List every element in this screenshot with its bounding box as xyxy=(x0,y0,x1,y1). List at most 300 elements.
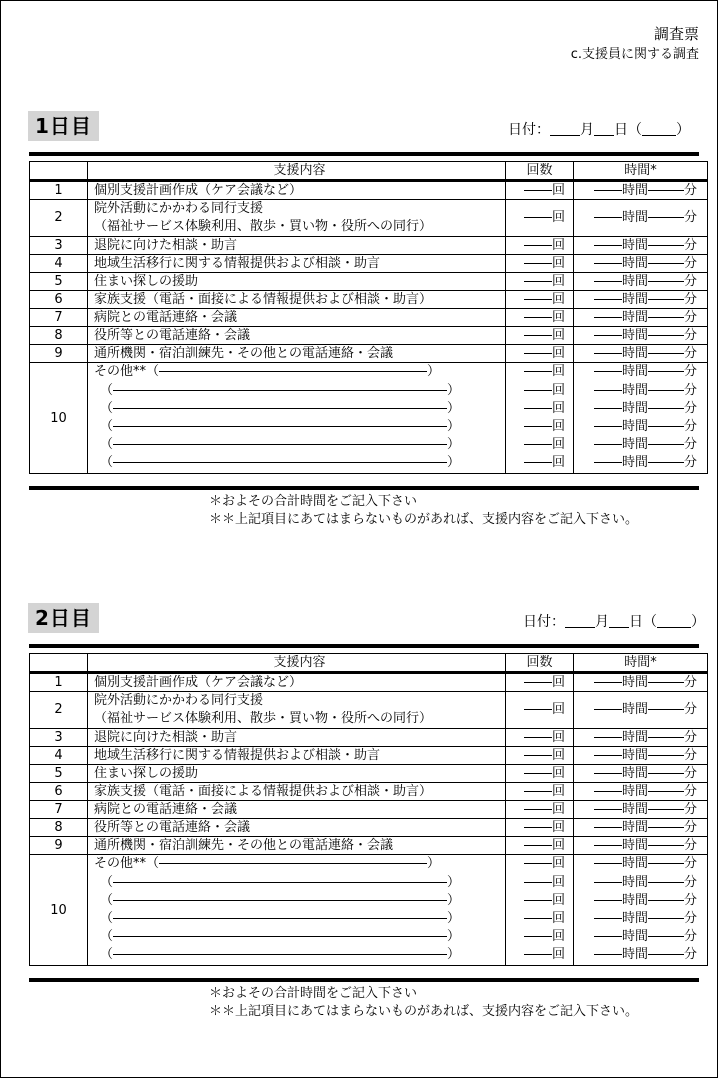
count-unit: 回 xyxy=(551,382,565,398)
minute-blank[interactable] xyxy=(648,709,684,710)
time-cell[interactable] xyxy=(574,747,708,765)
minute-unit: 分 xyxy=(683,382,697,398)
hour-unit: 時間 xyxy=(621,238,648,253)
hour-unit: 時間 xyxy=(621,730,648,745)
row-number: 10 xyxy=(30,855,88,966)
header-time: 時間* xyxy=(574,654,708,673)
hour-blank[interactable] xyxy=(594,954,622,955)
hour-unit: 時間 xyxy=(621,346,648,361)
minute-blank[interactable] xyxy=(648,353,684,354)
row-number: 2 xyxy=(30,200,88,237)
minute-unit: 分 xyxy=(683,675,697,690)
weekday-blank[interactable] xyxy=(657,613,691,628)
time-cell[interactable] xyxy=(574,237,708,255)
hour-blank[interactable] xyxy=(594,317,622,318)
count-cell[interactable] xyxy=(506,765,574,783)
row-content xyxy=(88,692,506,729)
count-cell[interactable] xyxy=(506,363,574,474)
row-label-detail: （福祉サービス体験利用、散歩・買い物・役所への同行） xyxy=(94,219,433,234)
count-blank[interactable] xyxy=(524,755,552,756)
hour-unit: 時間 xyxy=(621,784,648,799)
row-content xyxy=(88,309,506,327)
time-cell[interactable] xyxy=(574,200,708,237)
minute-blank[interactable] xyxy=(648,827,684,828)
note-2: ＊＊上記項目にあてはまらないものがあれば、支援内容をご記入下さい。 xyxy=(209,512,639,527)
minute-unit: 分 xyxy=(683,310,697,325)
hour-blank[interactable] xyxy=(594,462,622,463)
time-cell[interactable] xyxy=(574,255,708,273)
hour-blank[interactable] xyxy=(594,737,622,738)
count-blank[interactable] xyxy=(524,281,552,282)
hour-unit: 時間 xyxy=(621,310,648,325)
minute-blank[interactable] xyxy=(648,299,684,300)
minute-unit: 分 xyxy=(683,238,697,253)
row-label-detail: （福祉サービス体験利用、散歩・買い物・役所への同行） xyxy=(94,711,433,726)
table-row-other xyxy=(30,363,708,474)
table-row xyxy=(30,181,708,200)
minute-blank[interactable] xyxy=(648,918,684,919)
hour-blank[interactable] xyxy=(594,773,622,774)
header-count: 回数 xyxy=(506,654,574,673)
hour-unit: 時間 xyxy=(621,256,648,271)
count-cell[interactable] xyxy=(506,783,574,801)
count-unit: 回 xyxy=(551,183,565,198)
header-content: 支援内容 xyxy=(88,162,506,181)
hour-blank[interactable] xyxy=(594,918,622,919)
count-unit: 回 xyxy=(551,820,565,835)
note-2: ＊＊上記項目にあてはまらないものがあれば、支援内容をご記入下さい。 xyxy=(209,1004,639,1019)
time-cell[interactable] xyxy=(574,819,708,837)
count-blank[interactable] xyxy=(524,863,552,864)
other-blank[interactable] xyxy=(113,918,447,919)
form-subtitle: c.支援員に関する調査 xyxy=(570,47,699,62)
count-unit: 回 xyxy=(551,730,565,745)
table-row xyxy=(30,837,708,855)
count-blank[interactable] xyxy=(524,426,552,427)
table-header-row xyxy=(30,654,708,673)
row-number: 9 xyxy=(30,345,88,363)
hour-blank[interactable] xyxy=(594,882,622,883)
row-number: 1 xyxy=(30,673,88,692)
other-label: その他**（ xyxy=(94,856,160,872)
day-label: 2日目 xyxy=(28,603,99,633)
count-cell[interactable] xyxy=(506,237,574,255)
minute-blank[interactable] xyxy=(648,426,684,427)
minute-unit: 分 xyxy=(683,856,697,872)
month-blank[interactable] xyxy=(550,121,580,136)
other-blank[interactable] xyxy=(113,426,447,427)
row-number: 7 xyxy=(30,309,88,327)
hour-blank[interactable] xyxy=(594,217,622,218)
table-row xyxy=(30,237,708,255)
count-cell[interactable] xyxy=(506,309,574,327)
row-number: 10 xyxy=(30,363,88,474)
minute-blank[interactable] xyxy=(648,737,684,738)
minute-blank[interactable] xyxy=(648,217,684,218)
count-unit: 回 xyxy=(551,838,565,853)
row-number: 8 xyxy=(30,327,88,345)
count-unit: 回 xyxy=(551,437,565,453)
table-row xyxy=(30,765,708,783)
minute-blank[interactable] xyxy=(648,263,684,264)
count-cell[interactable] xyxy=(506,747,574,765)
row-label: 院外活動にかかわる同行支援 xyxy=(94,201,264,216)
time-cell[interactable] xyxy=(574,855,708,966)
count-cell[interactable] xyxy=(506,345,574,363)
hour-unit: 時間 xyxy=(621,292,648,307)
date-field: 日付： 月 日（ ） xyxy=(508,122,690,138)
row-label: 個別支援計画作成（ケア会議など） xyxy=(94,183,303,198)
minute-unit: 分 xyxy=(683,419,697,434)
row-content xyxy=(88,237,506,255)
minute-blank[interactable] xyxy=(648,390,684,391)
row-content: その他**（ ） （ ） （ ） （ ） （ ） （ ） xyxy=(88,363,506,474)
top-rule xyxy=(29,152,699,156)
table-row xyxy=(30,291,708,309)
hour-unit: 時間 xyxy=(621,929,648,945)
time-cell[interactable] xyxy=(574,363,708,474)
count-cell[interactable] xyxy=(506,855,574,966)
hour-blank[interactable] xyxy=(594,281,622,282)
table-row xyxy=(30,692,708,729)
row-content xyxy=(88,181,506,200)
count-unit: 回 xyxy=(551,419,565,434)
minute-unit: 分 xyxy=(683,766,697,781)
count-unit: 回 xyxy=(551,400,565,416)
row-label: 通所機関・宿泊訓練先・その他との電話連絡・会議 xyxy=(94,838,394,853)
count-cell[interactable] xyxy=(506,673,574,692)
row-label: 病院との電話連絡・会議 xyxy=(94,802,238,817)
row-label: 家族支援（電話・面接による情報提供および相談・助言） xyxy=(94,292,433,307)
hour-blank[interactable] xyxy=(594,190,622,191)
minute-unit: 分 xyxy=(683,437,697,453)
row-content xyxy=(88,291,506,309)
header-count: 回数 xyxy=(506,162,574,181)
count-blank[interactable] xyxy=(524,918,552,919)
count-blank[interactable] xyxy=(524,444,552,445)
hour-blank[interactable] xyxy=(594,809,622,810)
count-cell[interactable] xyxy=(506,692,574,729)
row-content xyxy=(88,345,506,363)
minute-unit: 分 xyxy=(683,784,697,799)
count-blank[interactable] xyxy=(524,809,552,810)
count-blank[interactable] xyxy=(524,245,552,246)
row-number: 7 xyxy=(30,801,88,819)
other-blank[interactable] xyxy=(113,936,447,937)
hour-blank[interactable] xyxy=(594,299,622,300)
hour-blank[interactable] xyxy=(594,335,622,336)
time-cell[interactable] xyxy=(574,181,708,200)
table-header-row xyxy=(30,162,708,181)
time-cell[interactable] xyxy=(574,692,708,729)
other-blank[interactable] xyxy=(113,954,447,955)
minute-blank[interactable] xyxy=(648,936,684,937)
count-blank[interactable] xyxy=(524,299,552,300)
minute-blank[interactable] xyxy=(648,954,684,955)
minute-blank[interactable] xyxy=(648,462,684,463)
count-cell[interactable] xyxy=(506,327,574,345)
minute-blank[interactable] xyxy=(648,245,684,246)
hour-unit: 時間 xyxy=(621,947,648,963)
support-table xyxy=(29,653,708,966)
hour-blank[interactable] xyxy=(594,426,622,427)
count-cell[interactable] xyxy=(506,200,574,237)
table-row xyxy=(30,255,708,273)
hour-blank[interactable] xyxy=(594,353,622,354)
minute-blank[interactable] xyxy=(648,317,684,318)
day-blank[interactable] xyxy=(609,613,629,628)
row-content: その他**（ ） （ ） （ ） （ ） （ ） （ ） xyxy=(88,855,506,966)
month-blank[interactable] xyxy=(565,613,595,628)
row-number: 9 xyxy=(30,837,88,855)
other-blank[interactable] xyxy=(113,462,447,463)
date-field: 日付： 月 日（ ） xyxy=(523,614,705,630)
count-blank[interactable] xyxy=(524,335,552,336)
bottom-rule xyxy=(29,978,699,982)
hour-blank[interactable] xyxy=(594,900,622,901)
hour-unit: 時間 xyxy=(621,802,648,817)
other-label: その他**（ xyxy=(94,364,160,380)
count-unit: 回 xyxy=(551,892,565,908)
time-cell[interactable] xyxy=(574,729,708,747)
minute-blank[interactable] xyxy=(648,408,684,409)
row-label: 病院との電話連絡・会議 xyxy=(94,310,238,325)
count-unit: 回 xyxy=(551,702,565,717)
count-blank[interactable] xyxy=(524,263,552,264)
minute-blank[interactable] xyxy=(648,773,684,774)
minute-unit: 分 xyxy=(683,702,697,717)
row-content xyxy=(88,837,506,855)
hour-unit: 時間 xyxy=(621,210,648,225)
minute-blank[interactable] xyxy=(648,281,684,282)
table-row xyxy=(30,819,708,837)
table-row xyxy=(30,273,708,291)
other-blank[interactable] xyxy=(113,882,447,883)
hour-unit: 時間 xyxy=(621,455,648,471)
other-blank[interactable] xyxy=(159,863,427,864)
hour-blank[interactable] xyxy=(594,682,622,683)
count-blank[interactable] xyxy=(524,371,552,372)
row-number: 6 xyxy=(30,291,88,309)
row-label: 通所機関・宿泊訓練先・その他との電話連絡・会議 xyxy=(94,346,394,361)
minute-blank[interactable] xyxy=(648,190,684,191)
minute-unit: 分 xyxy=(683,455,697,471)
count-cell[interactable] xyxy=(506,255,574,273)
hour-blank[interactable] xyxy=(594,791,622,792)
table-row xyxy=(30,801,708,819)
hour-unit: 時間 xyxy=(621,911,648,926)
hour-blank[interactable] xyxy=(594,827,622,828)
count-cell[interactable] xyxy=(506,291,574,309)
row-label: 地域生活移行に関する情報提供および相談・助言 xyxy=(94,256,381,271)
count-blank[interactable] xyxy=(524,682,552,683)
count-cell[interactable] xyxy=(506,819,574,837)
row-label: 院外活動にかかわる同行支援 xyxy=(94,693,264,708)
count-cell[interactable] xyxy=(506,273,574,291)
minute-blank[interactable] xyxy=(648,863,684,864)
minute-unit: 分 xyxy=(683,820,697,835)
hour-unit: 時間 xyxy=(621,400,648,416)
other-blank[interactable] xyxy=(159,371,427,372)
count-blank[interactable] xyxy=(524,709,552,710)
count-blank[interactable] xyxy=(524,317,552,318)
hour-blank[interactable] xyxy=(594,755,622,756)
other-blank[interactable] xyxy=(113,408,447,409)
minute-blank[interactable] xyxy=(648,371,684,372)
count-cell[interactable] xyxy=(506,729,574,747)
header-content: 支援内容 xyxy=(88,654,506,673)
minute-blank[interactable] xyxy=(648,882,684,883)
count-unit: 回 xyxy=(551,210,565,225)
time-cell[interactable] xyxy=(574,837,708,855)
time-cell[interactable] xyxy=(574,309,708,327)
minute-unit: 分 xyxy=(683,256,697,271)
count-blank[interactable] xyxy=(524,390,552,391)
time-cell[interactable] xyxy=(574,765,708,783)
row-label: 住まい探しの援助 xyxy=(94,766,199,781)
hour-blank[interactable] xyxy=(594,245,622,246)
time-cell[interactable] xyxy=(574,291,708,309)
other-blank[interactable] xyxy=(113,900,447,901)
count-unit: 回 xyxy=(551,675,565,690)
minute-blank[interactable] xyxy=(648,335,684,336)
time-cell[interactable] xyxy=(574,673,708,692)
count-unit: 回 xyxy=(551,346,565,361)
row-number: 6 xyxy=(30,783,88,801)
row-content xyxy=(88,765,506,783)
minute-blank[interactable] xyxy=(648,755,684,756)
row-content xyxy=(88,673,506,692)
time-cell[interactable] xyxy=(574,273,708,291)
minute-blank[interactable] xyxy=(648,791,684,792)
hour-blank[interactable] xyxy=(594,408,622,409)
row-number: 3 xyxy=(30,729,88,747)
other-blank[interactable] xyxy=(113,390,447,391)
count-blank[interactable] xyxy=(524,900,552,901)
row-content xyxy=(88,783,506,801)
count-unit: 回 xyxy=(551,364,565,380)
count-unit: 回 xyxy=(551,310,565,325)
bottom-rule xyxy=(29,486,699,490)
row-number: 1 xyxy=(30,181,88,200)
time-cell[interactable] xyxy=(574,345,708,363)
other-blank[interactable] xyxy=(113,444,447,445)
count-blank[interactable] xyxy=(524,954,552,955)
row-content xyxy=(88,273,506,291)
row-label: 退院に向けた相談・助言 xyxy=(94,238,238,253)
hour-blank[interactable] xyxy=(594,845,622,846)
support-table xyxy=(29,161,708,474)
count-blank[interactable] xyxy=(524,737,552,738)
note-1: ＊およその合計時間をご記入下さい xyxy=(209,986,418,1001)
time-cell[interactable] xyxy=(574,801,708,819)
count-cell[interactable] xyxy=(506,181,574,200)
minute-blank[interactable] xyxy=(648,682,684,683)
hour-unit: 時間 xyxy=(621,892,648,908)
count-blank[interactable] xyxy=(524,845,552,846)
row-number: 3 xyxy=(30,237,88,255)
day-blank[interactable] xyxy=(594,121,614,136)
form-title: 調査票 xyxy=(653,25,699,43)
count-blank[interactable] xyxy=(524,773,552,774)
hour-unit: 時間 xyxy=(621,766,648,781)
count-unit: 回 xyxy=(551,238,565,253)
hour-blank[interactable] xyxy=(594,709,622,710)
table-row xyxy=(30,327,708,345)
count-unit: 回 xyxy=(551,766,565,781)
table-row xyxy=(30,673,708,692)
weekday-blank[interactable] xyxy=(642,121,676,136)
header-time: 時間* xyxy=(574,162,708,181)
count-blank[interactable] xyxy=(524,936,552,937)
row-number: 5 xyxy=(30,765,88,783)
time-cell[interactable] xyxy=(574,783,708,801)
hour-blank[interactable] xyxy=(594,390,622,391)
hour-unit: 時間 xyxy=(621,382,648,398)
count-cell[interactable] xyxy=(506,801,574,819)
minute-unit: 分 xyxy=(683,802,697,817)
count-unit: 回 xyxy=(551,911,565,926)
row-number: 5 xyxy=(30,273,88,291)
table-row xyxy=(30,747,708,765)
row-label: 役所等との電話連絡・会議 xyxy=(94,820,251,835)
count-blank[interactable] xyxy=(524,408,552,409)
day-label: 1日目 xyxy=(28,111,99,141)
count-blank[interactable] xyxy=(524,791,552,792)
hour-unit: 時間 xyxy=(621,437,648,453)
minute-unit: 分 xyxy=(683,292,697,307)
count-blank[interactable] xyxy=(524,190,552,191)
minute-unit: 分 xyxy=(683,274,697,289)
count-blank[interactable] xyxy=(524,462,552,463)
note-1: ＊およその合計時間をご記入下さい xyxy=(209,494,418,509)
count-blank[interactable] xyxy=(524,827,552,828)
count-cell[interactable] xyxy=(506,837,574,855)
minute-blank[interactable] xyxy=(648,444,684,445)
minute-unit: 分 xyxy=(683,911,697,926)
minute-blank[interactable] xyxy=(648,845,684,846)
top-rule xyxy=(29,644,699,648)
hour-blank[interactable] xyxy=(594,444,622,445)
hour-blank[interactable] xyxy=(594,371,622,372)
count-blank[interactable] xyxy=(524,217,552,218)
count-unit: 回 xyxy=(551,748,565,763)
hour-unit: 時間 xyxy=(621,748,648,763)
minute-blank[interactable] xyxy=(648,900,684,901)
minute-unit: 分 xyxy=(683,929,697,945)
minute-blank[interactable] xyxy=(648,809,684,810)
count-unit: 回 xyxy=(551,947,565,963)
time-cell[interactable] xyxy=(574,327,708,345)
count-blank[interactable] xyxy=(524,882,552,883)
count-blank[interactable] xyxy=(524,353,552,354)
table-row xyxy=(30,309,708,327)
hour-blank[interactable] xyxy=(594,936,622,937)
row-label: 役所等との電話連絡・会議 xyxy=(94,328,251,343)
hour-blank[interactable] xyxy=(594,863,622,864)
count-unit: 回 xyxy=(551,784,565,799)
minute-unit: 分 xyxy=(683,210,697,225)
count-unit: 回 xyxy=(551,292,565,307)
count-unit: 回 xyxy=(551,874,565,890)
minute-unit: 分 xyxy=(683,730,697,745)
table-row xyxy=(30,729,708,747)
row-content xyxy=(88,801,506,819)
hour-unit: 時間 xyxy=(621,702,648,717)
row-label: 退院に向けた相談・助言 xyxy=(94,730,238,745)
hour-blank[interactable] xyxy=(594,263,622,264)
count-unit: 回 xyxy=(551,856,565,872)
